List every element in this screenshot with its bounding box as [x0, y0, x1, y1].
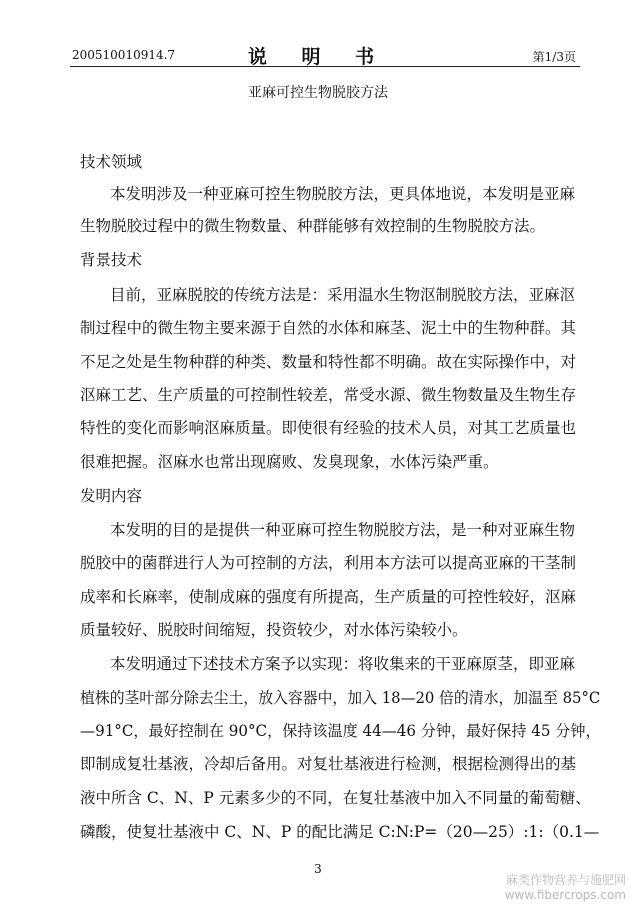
body-line: 本发明的目的是提供一种亚麻可控生物脱胶方法，是一种对亚麻生物 — [110, 521, 576, 539]
doc-title: 亚麻可控生物脱胶方法 — [248, 85, 388, 101]
body-line: 很难把握。沤麻水也常出现腐败、发臭现象，水体污染严重。 — [80, 453, 499, 471]
body-line: 成率和长麻率，使制成麻的强度有所提高，生产质量的可控性较好，沤麻 — [80, 588, 577, 606]
body-line: 生物脱胶过程中的微生物数量、种群能够有效控制的生物脱胶方法。 — [80, 217, 546, 235]
body-line: 制过程中的微生物主要来源于自然的水体和麻茎、泥土中的生物种群。其 — [80, 319, 577, 337]
body-line: 植株的茎叶部分除去尘土，放入容器中，加入 18—20 倍的清水，加温至 85°C — [80, 689, 601, 707]
section-heading-background: 背景技术 — [80, 251, 143, 269]
header-rule — [70, 66, 580, 67]
page-number: 3 — [314, 862, 322, 876]
body-line: 脱胶中的菌群进行人为可控制的方法，利用本方法可以提高亚麻的干茎制 — [80, 554, 577, 572]
watermark-url: www.fibercrops.com — [504, 888, 626, 902]
body-line: 本发明通过下述技术方案予以实现：将收集来的干亚麻原茎，即亚麻 — [110, 655, 576, 673]
body-line: 沤麻工艺、生产质量的可控制性较差，常受水源、微生物数量及生物生存 — [80, 386, 577, 404]
body-line: 质量较好、脱胶时间缩短，投资较少，对水体污染较小。 — [80, 621, 468, 639]
body-line: 磷酸，使复壮基液中 C、N、P 的配比满足 C:N:P=（20—25）:1:（0.1— — [80, 823, 600, 841]
body-line: 即制成复壮基液，冷却后备用。对复壮基液进行检测，根据检测得出的基 — [80, 755, 577, 773]
body-line: 不足之处是生物种群的种类、数量和特性都不明确。故在实际操作中，对 — [80, 353, 577, 371]
body-line: 本发明涉及一种亚麻可控生物脱胶方法，更具体地说，本发明是亚麻 — [110, 185, 576, 203]
body-line: 特性的变化而影响沤麻质量。即使很有经验的技术人员，对其工艺质量也 — [80, 419, 577, 437]
body-line: —91°C，最好控制在 90°C，保持该温度 44—46 分钟，最好保持 45 分钟， — [80, 722, 601, 740]
body-line: 目前，亚麻脱胶的传统方法是：采用温水生物沤制脱胶方法，亚麻沤 — [110, 286, 576, 304]
watermark-text: 麻类作物营养与施肥网 — [505, 873, 626, 887]
body-line: 液中所含 C、N、P 元素多少的不同，在复壮基液中加入不同量的葡萄糖、 — [80, 789, 591, 807]
header-title: 说 明 书 — [247, 46, 389, 68]
doc-number: 200510010914.7 — [72, 48, 176, 62]
page-info: 第1/3页 — [532, 50, 576, 64]
section-heading-invention-content: 发明内容 — [80, 487, 143, 505]
section-heading-technical-field: 技术领域 — [80, 153, 143, 171]
